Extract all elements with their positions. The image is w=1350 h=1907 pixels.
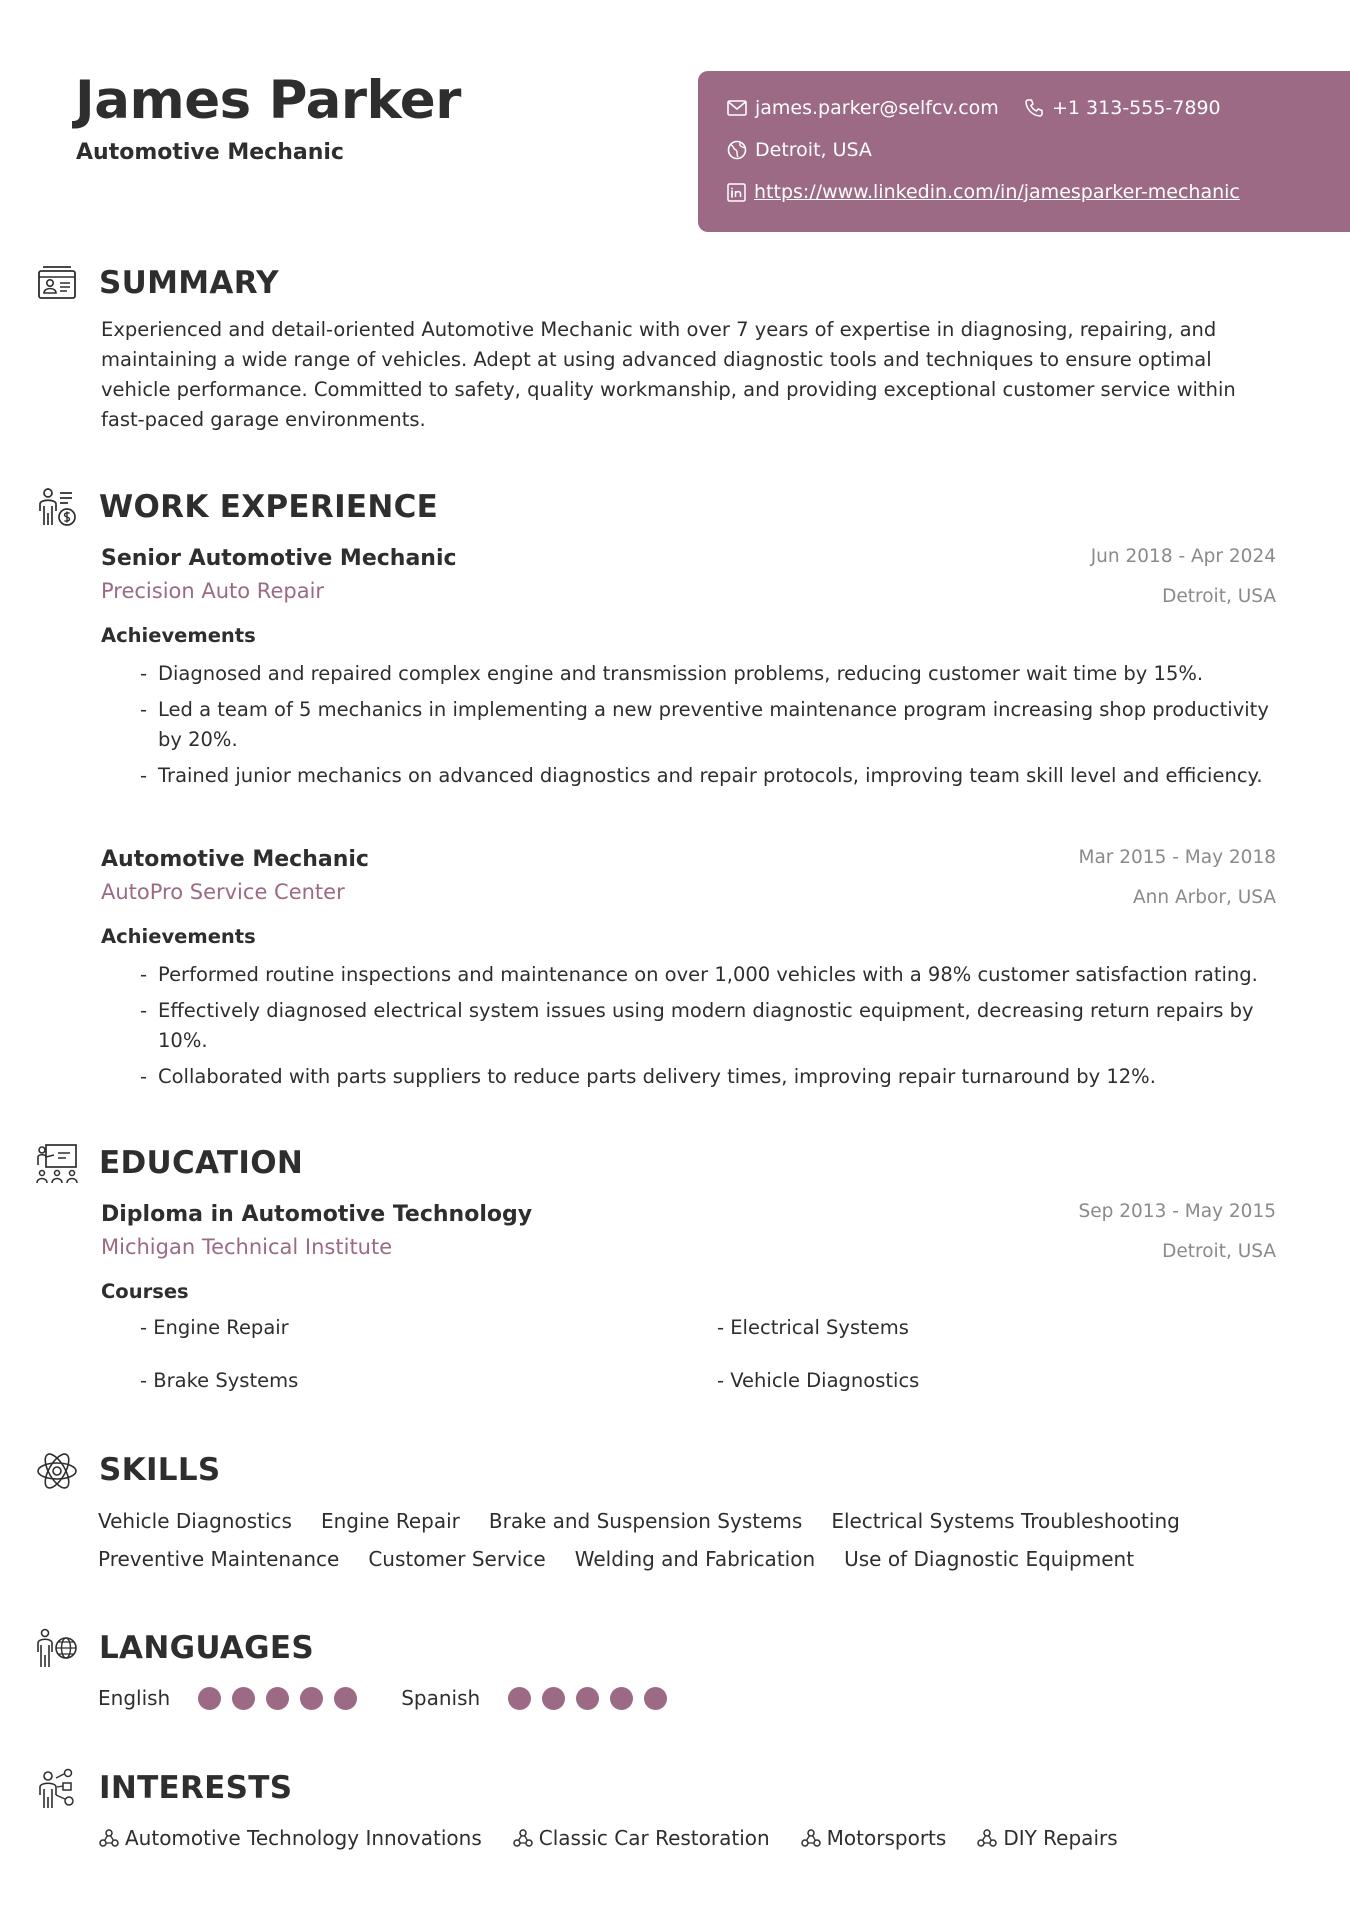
course-item: - Engine Repair bbox=[140, 1316, 289, 1339]
summary-heading: SUMMARY bbox=[99, 265, 279, 301]
interest-label: Classic Car Restoration bbox=[538, 1826, 770, 1850]
level-dot bbox=[610, 1687, 633, 1710]
job-location: Ann Arbor, USA bbox=[1133, 887, 1276, 908]
nodes-icon bbox=[800, 1828, 822, 1848]
list-item: - Diagnosed and repaired complex engine and transmission problems, reducing customer wait time by 15%. bbox=[140, 659, 1280, 689]
achievements-label: Achievements bbox=[101, 624, 256, 647]
interest-item bbox=[800, 1826, 947, 1850]
list-item: - Trained junior mechanics on advanced diagnostics and repair protocols, improving team skill level and efficiency. bbox=[140, 761, 1280, 791]
level-dot bbox=[266, 1687, 289, 1710]
linkedin-link[interactable]: https://www.linkedin.com/in/jamesparker-mechanic bbox=[754, 181, 1240, 203]
skill-item: Electrical Systems Troubleshooting bbox=[831, 1509, 1180, 1533]
skill-item: Welding and Fabrication bbox=[574, 1547, 816, 1571]
interest-item bbox=[98, 1826, 482, 1850]
skill-item: Customer Service bbox=[368, 1547, 546, 1571]
education-heading: EDUCATION bbox=[99, 1145, 304, 1181]
level-dot bbox=[300, 1687, 323, 1710]
linkedin-icon bbox=[727, 183, 746, 202]
level-dot bbox=[576, 1687, 599, 1710]
job-company: AutoPro Service Center bbox=[101, 880, 345, 904]
level-dot bbox=[334, 1687, 357, 1710]
nodes-icon bbox=[98, 1828, 120, 1848]
job-dates: Mar 2015 - May 2018 bbox=[1078, 847, 1276, 868]
skills-row bbox=[98, 1547, 1134, 1571]
achievements-label: Achievements bbox=[101, 925, 256, 948]
language-level-spanish bbox=[508, 1687, 667, 1710]
level-dot bbox=[542, 1687, 565, 1710]
language-name: Spanish bbox=[401, 1686, 481, 1710]
interest-item bbox=[976, 1826, 1117, 1850]
level-dot bbox=[232, 1687, 255, 1710]
candidate-name: James Parker bbox=[75, 70, 461, 131]
skill-item: Preventive Maintenance bbox=[98, 1547, 340, 1571]
location-text: Detroit, USA bbox=[755, 139, 872, 161]
contact-phone[interactable] bbox=[1024, 97, 1221, 119]
language-name: English bbox=[98, 1686, 171, 1710]
languages-row bbox=[98, 1686, 711, 1710]
course-item: - Electrical Systems bbox=[717, 1316, 909, 1339]
skills-heading: SKILLS bbox=[99, 1452, 221, 1488]
interest-label: Motorsports bbox=[826, 1826, 947, 1850]
skill-item: Brake and Suspension Systems bbox=[488, 1509, 803, 1533]
education-dates: Sep 2013 - May 2015 bbox=[1078, 1201, 1276, 1222]
list-item: - Collaborated with parts suppliers to reduce parts delivery times, improving repair turnaround by 12%. bbox=[140, 1062, 1280, 1092]
id-card-icon bbox=[36, 262, 78, 304]
skill-item: Use of Diagnostic Equipment bbox=[844, 1547, 1135, 1571]
envelope-icon bbox=[727, 100, 747, 116]
job-role: Automotive Mechanic bbox=[101, 847, 369, 872]
job-dates: Jun 2018 - Apr 2024 bbox=[1090, 546, 1276, 567]
job-location: Detroit, USA bbox=[1162, 586, 1276, 607]
skill-item: Engine Repair bbox=[320, 1509, 460, 1533]
summary-text: Experienced and detail-oriented Automotive Mechanic with over 7 years of expertise in diagnosing, repairing, and maintaining a wide range of vehicles. Adept at using advanced diagnostic tools and techniques to ensure optimal vehicle performance. Committed to safety, quality workmanship, and providing exceptional customer service within fast-paced garage environments. bbox=[101, 318, 1236, 431]
degree-title: Diploma in Automotive Technology bbox=[101, 1202, 533, 1227]
job-role: Senior Automotive Mechanic bbox=[101, 546, 457, 571]
contact-linkedin[interactable] bbox=[727, 181, 1240, 203]
interest-label: Automotive Technology Innovations bbox=[125, 1826, 482, 1850]
education-location: Detroit, USA bbox=[1162, 1241, 1276, 1262]
interests-heading: INTERESTS bbox=[99, 1770, 293, 1806]
phone-text: +1 313-555-7890 bbox=[1052, 97, 1221, 119]
nodes-icon bbox=[512, 1828, 534, 1848]
experience-heading: WORK EXPERIENCE bbox=[99, 489, 439, 525]
course-item: - Vehicle Diagnostics bbox=[717, 1369, 920, 1392]
list-item: - Led a team of 5 mechanics in implementing a new preventive maintenance program increasing shop productivity by 20%. bbox=[140, 695, 1280, 755]
level-dot bbox=[198, 1687, 221, 1710]
list-item: - Effectively diagnosed electrical system issues using modern diagnostic equipment, decreasing return repairs by 10%. bbox=[140, 996, 1280, 1056]
worker-salary-icon bbox=[36, 487, 78, 529]
person-globe-icon bbox=[36, 1628, 78, 1670]
candidate-title: Automotive Mechanic bbox=[76, 140, 344, 165]
interest-label: DIY Repairs bbox=[1003, 1826, 1118, 1850]
interests-row bbox=[98, 1826, 1118, 1850]
contact-panel bbox=[698, 71, 1350, 232]
level-dot bbox=[508, 1687, 531, 1710]
email-text: james.parker@selfcv.com bbox=[755, 97, 999, 119]
achievements-list bbox=[140, 659, 1280, 797]
globe-icon bbox=[727, 140, 747, 160]
course-item: - Brake Systems bbox=[140, 1369, 299, 1392]
languages-heading: LANGUAGES bbox=[99, 1630, 314, 1666]
job-company: Precision Auto Repair bbox=[101, 579, 325, 603]
language-level-english bbox=[198, 1687, 357, 1710]
list-item: - Performed routine inspections and maintenance on over 1,000 vehicles with a 98% customer satisfaction rating. bbox=[140, 960, 1280, 990]
phone-icon bbox=[1024, 98, 1044, 118]
school-name: Michigan Technical Institute bbox=[101, 1235, 393, 1259]
level-dot bbox=[644, 1687, 667, 1710]
achievements-list bbox=[140, 960, 1280, 1098]
courses-label: Courses bbox=[101, 1280, 189, 1303]
atom-icon bbox=[36, 1450, 78, 1492]
skills-row bbox=[98, 1509, 1180, 1533]
skill-item: Vehicle Diagnostics bbox=[98, 1509, 292, 1533]
classroom-icon bbox=[36, 1143, 78, 1185]
interest-item bbox=[512, 1826, 770, 1850]
contact-location bbox=[727, 139, 872, 161]
nodes-icon bbox=[976, 1828, 998, 1848]
person-ideas-icon bbox=[36, 1768, 78, 1810]
contact-email[interactable] bbox=[727, 97, 999, 119]
